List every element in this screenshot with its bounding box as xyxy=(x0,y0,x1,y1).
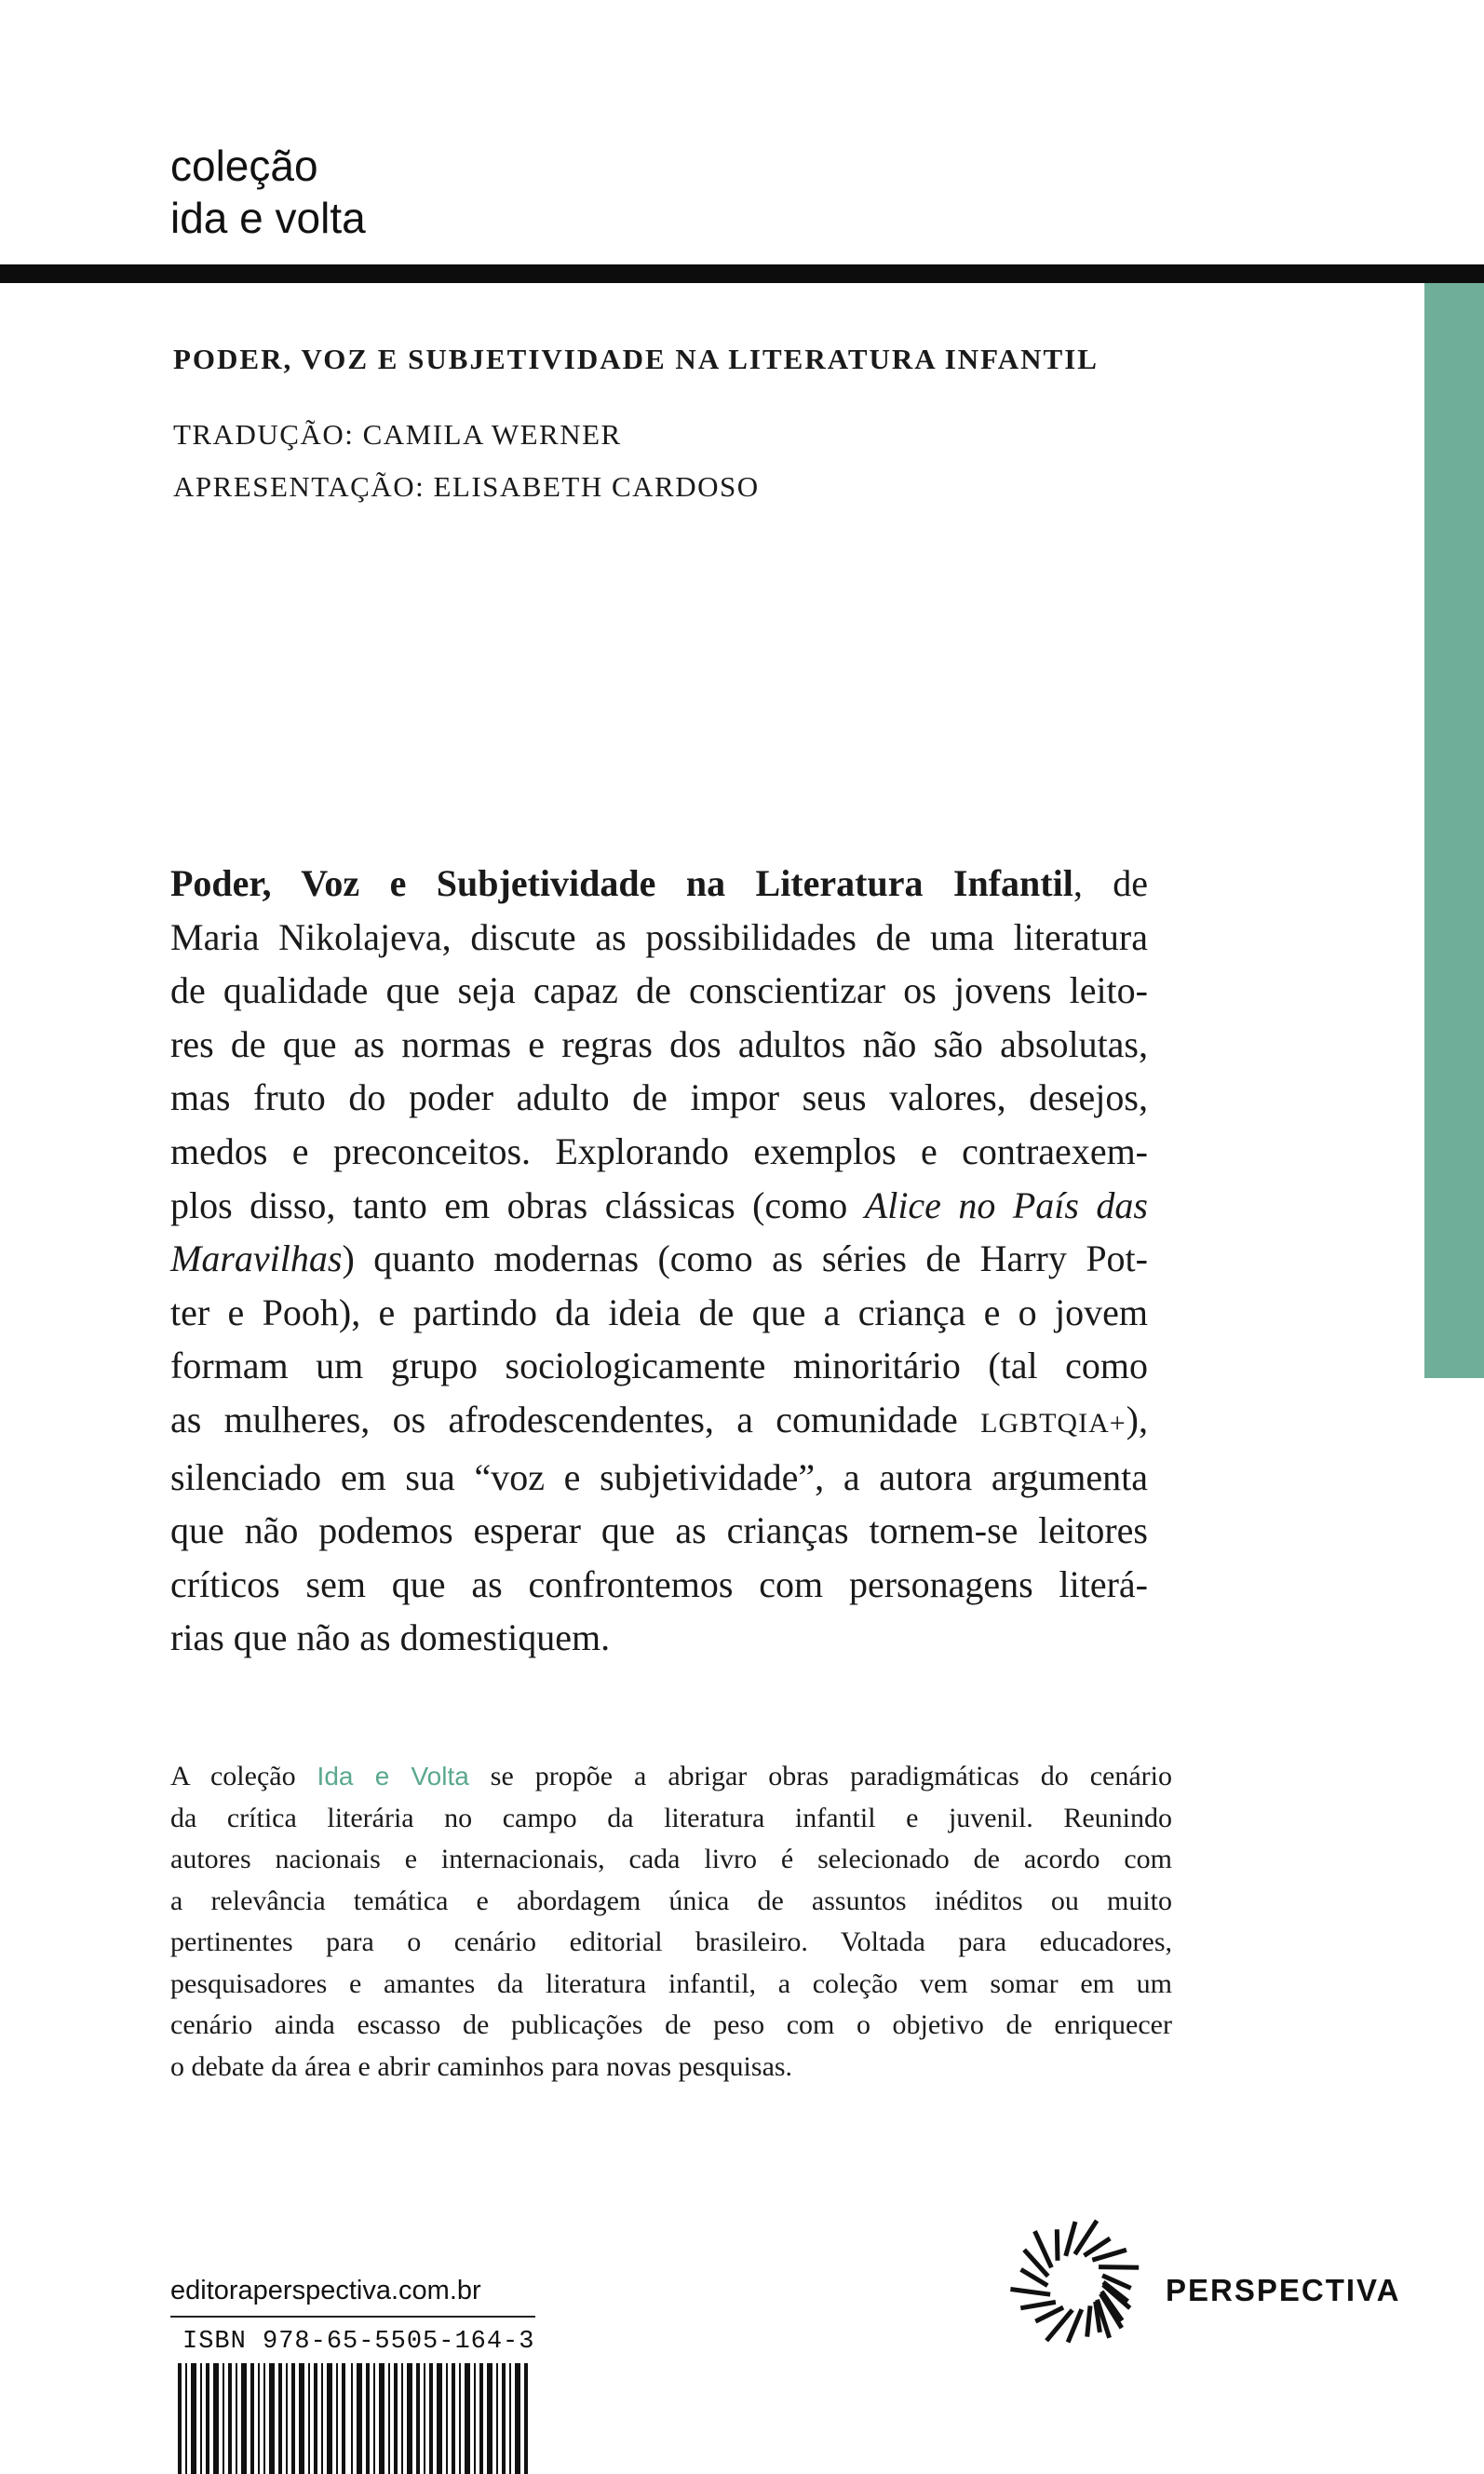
synopsis-line: de qualidade que seja capaz de conscientizar os jovens leito- xyxy=(170,969,1148,1012)
synopsis-line: ter e Pooh), e partindo da ideia de que a criança e o jovem xyxy=(170,1291,1148,1333)
url-underline xyxy=(170,2316,535,2318)
description-line: pesquisadores e amantes da literatura infantil, a coleção vem somar em um xyxy=(170,1967,1172,1999)
synopsis-line: que não podemos esperar que as crianças tornem-se leitores xyxy=(170,1509,1148,1552)
green-side-band xyxy=(1424,283,1484,1378)
book-title: PODER, VOZ E SUBJETIVIDADE NA LITERATURA INFANTIL xyxy=(173,343,1099,375)
synopsis-text: , de xyxy=(1073,862,1148,904)
logo-ray xyxy=(1099,2267,1139,2268)
synopsis-line xyxy=(170,1179,1148,1233)
logo-ray xyxy=(1085,2238,1111,2256)
logo-ray xyxy=(1035,2307,1063,2321)
logo-ray xyxy=(1092,2250,1126,2260)
collection-line-2: ida e volta xyxy=(170,194,366,242)
description-text: se propõe a abrigar obras paradigmáticas do cenário xyxy=(468,1761,1172,1791)
description-line: o debate da área e abrir caminhos para novas pesquisas. xyxy=(170,2050,793,2082)
description-text: A coleção xyxy=(170,1761,317,1791)
synopsis-line: mas fruto do poder adulto de impor seus valores, desejos, xyxy=(170,1076,1148,1119)
synopsis-smallcaps: LGBTQIA+ xyxy=(980,1407,1126,1439)
collection-line-1: coleção xyxy=(170,142,318,190)
radiating-lines-logo-icon xyxy=(1005,2212,1145,2352)
synopsis-text: as mulheres, os afrodescendentes, a comunidade xyxy=(170,1398,981,1440)
synopsis-line: Maria Nikolajeva, discute as possibilidades de uma literatura xyxy=(170,915,1148,958)
description-line: da crítica literária no campo da literatura infantil e juvenil. Reunindo xyxy=(170,1802,1172,1833)
synopsis-line: formam um grupo sociologicamente minoritário (tal como xyxy=(170,1345,1148,1387)
description-line: a relevância temática e abordagem única de assuntos inéditos ou muito xyxy=(170,1885,1172,1916)
synopsis xyxy=(170,857,1148,1665)
synopsis-line xyxy=(170,1232,1148,1286)
collection-brand-name: Ida e Volta xyxy=(317,1762,469,1791)
presentation-credit: APRESENTAÇÃO: ELISABETH CARDOSO xyxy=(173,470,760,503)
description-line: pertinentes para o cenário editorial brasileiro. Voltada para educadores, xyxy=(170,1926,1172,1957)
synopsis-line: rias que não as domestiquem. xyxy=(170,1616,611,1659)
synopsis-line: res de que as normas e regras dos adultos não são absolutas, xyxy=(170,1022,1148,1065)
synopsis-line: silenciado em sua “voz e subjetividade”, a autora argumenta xyxy=(170,1455,1148,1498)
logo-ray xyxy=(1020,2302,1056,2307)
synopsis-line: críticos sem que as confrontemos com personagens literá- xyxy=(170,1562,1148,1605)
synopsis-italic: Maravilhas xyxy=(170,1237,343,1280)
description-line: autores nacionais e internacionais, cada livro é selecionado de acordo com xyxy=(170,1844,1172,1874)
synopsis-text: ), xyxy=(1126,1398,1148,1440)
logo-ray xyxy=(1057,2229,1058,2261)
barcode-icon xyxy=(178,2363,530,2474)
synopsis-line xyxy=(170,857,1148,911)
description-line xyxy=(170,1756,1172,1798)
synopsis-title: Poder, Voz e Subjetividade na Literatura Infantil xyxy=(170,862,1073,904)
isbn-number: ISBN 978-65-5505-164-3 xyxy=(182,2328,535,2356)
publisher-name: PERSPECTIVA xyxy=(1166,2273,1401,2307)
synopsis-italic: Alice no País das xyxy=(864,1183,1148,1226)
collection-description xyxy=(170,1756,1172,2088)
translation-credit: TRADUÇÃO: CAMILA WERNER xyxy=(173,418,622,451)
synopsis-line: medos e preconceitos. Explorando exemplos e contraexem- xyxy=(170,1129,1148,1172)
description-line: cenário ainda escasso de publicações de peso com o objetivo de enriquecer xyxy=(170,2009,1172,2040)
top-rule xyxy=(0,264,1484,283)
logo-ray xyxy=(1010,2290,1050,2295)
logo-ray xyxy=(1087,2305,1090,2336)
synopsis-line xyxy=(170,1393,1148,1451)
logo-ray xyxy=(1066,2222,1075,2256)
publisher-url[interactable]: editoraperspectiva.com.br xyxy=(170,2276,481,2305)
synopsis-text: plos disso, tanto em obras clássicas (como xyxy=(170,1183,865,1226)
collection-label xyxy=(170,140,366,244)
synopsis-text: ) quanto modernas (como as séries de Harry Pot- xyxy=(342,1237,1148,1280)
